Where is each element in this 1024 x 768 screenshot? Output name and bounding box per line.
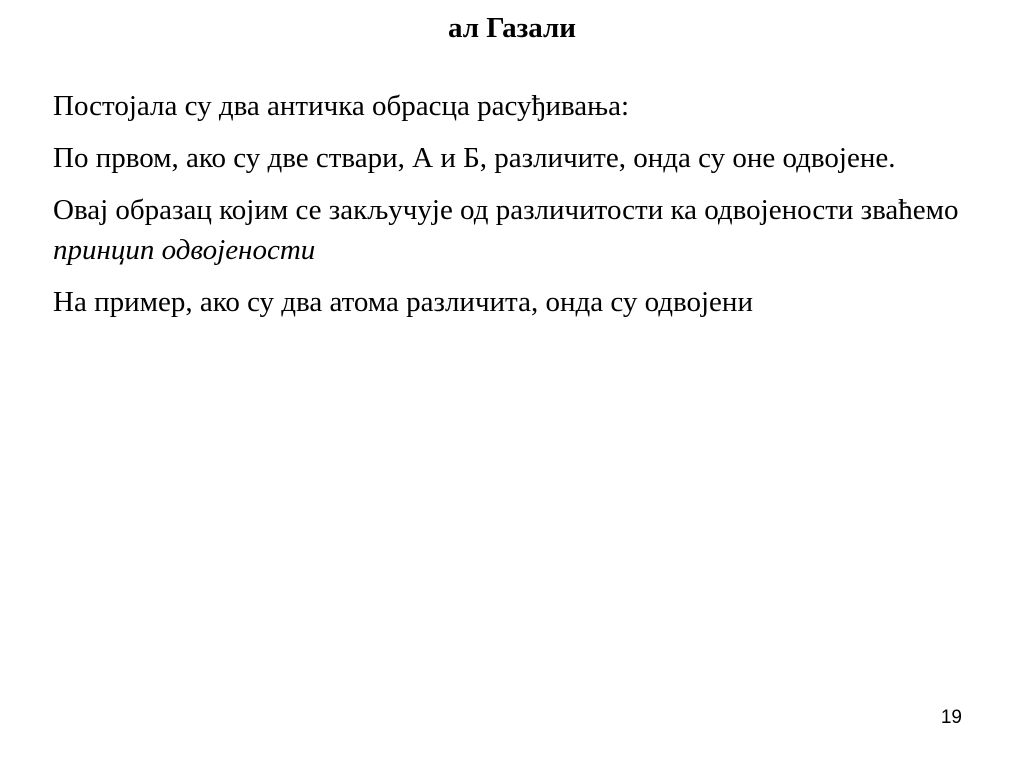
page-number: 19	[940, 707, 962, 728]
slide-title: ал Газали	[447, 12, 577, 44]
slide-body	[53, 86, 973, 334]
paragraph-example: На пример, ако су два атома различита, онда су одвојени	[53, 286, 753, 318]
paragraph-first-pattern: По првом, ако су две ствари, А и Б, различите, онда су оне одвојене.	[53, 142, 896, 174]
principle-term: принцип одвојености	[53, 234, 316, 266]
paragraph-intro: Постојала су два античка обрасца расуђивања:	[53, 90, 630, 122]
paragraph-principle-text: Овај образац којим се закључује од различитости ка одвојености зваћемо	[53, 194, 959, 226]
paragraph-principle	[53, 190, 973, 270]
